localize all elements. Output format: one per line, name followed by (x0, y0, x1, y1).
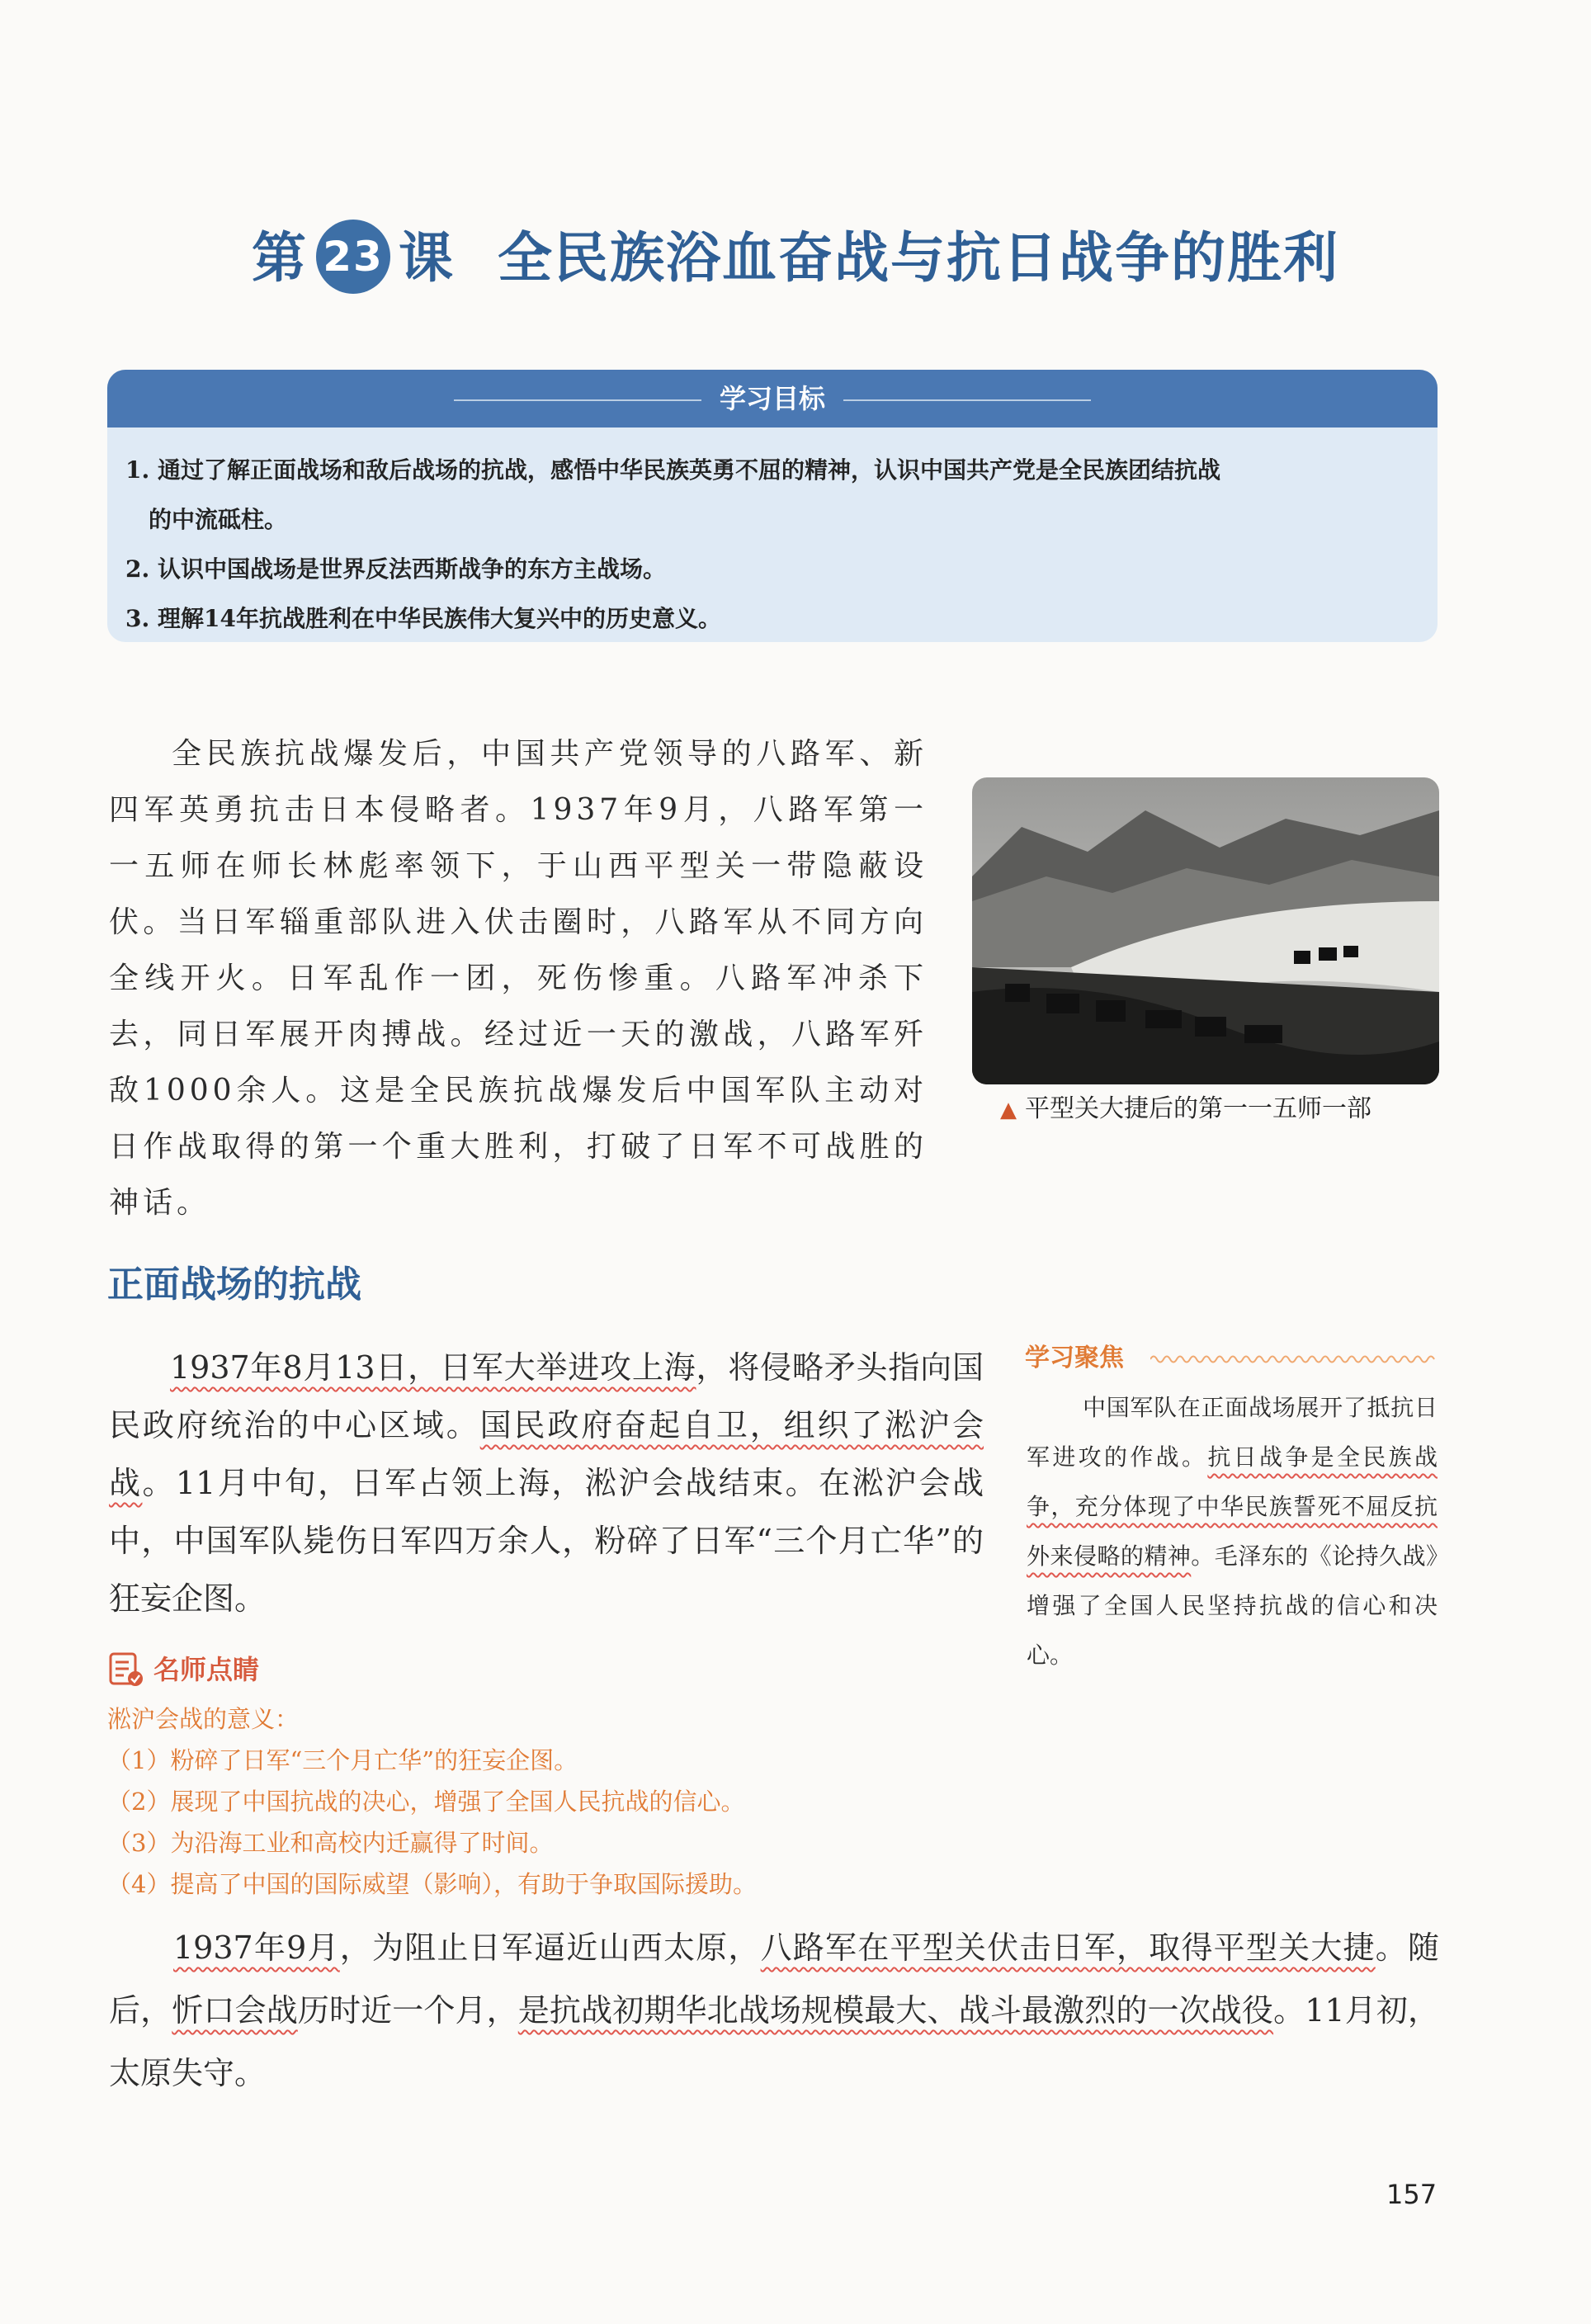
objective-item: 的中流砥柱。 (149, 506, 288, 533)
underlined-text: 忻口会战 (172, 1992, 298, 2029)
learning-objectives-box (107, 370, 1438, 642)
intro-paragraph: 全民族抗战爆发后，中国共产党领导的八路军、新四军英勇抗击日本侵略者。1937年9月，八路军第一一五师在师长林彪率领下，于山西平型关一带隐蔽设伏。当日军辎重部队进入伏击圈时，八路军从不同方向全线开火。日军乱作一团，死伤惨重。八路军冲杀下去，同日军展开肉搏战。经过近一天的激战，八路军歼敌1000余人。这是全民族抗战爆发后中国军队主动对日作战取得的第一个重大胜利，打破了日军不可战胜的神话。 (109, 737, 928, 1220)
tip-line: （4）提高了中国的国际威望（影响），有助于争取国际援助。 (107, 1870, 757, 1898)
body-text: 历时近一个月， (297, 1992, 518, 2029)
objective-item: 2. 认识中国战场是世界反法西斯战争的东方主战场。 (125, 555, 666, 583)
focus-text: 。毛泽东的《论持久战》增强了全国人民坚持抗战的信心和决心。 (1027, 1542, 1438, 1669)
underlined-text: 1937年8月13日，日军大举进攻上海 (170, 1349, 696, 1386)
body-text: 。随后， (109, 1930, 1439, 2029)
tip-line: （2）展现了中国抗战的决心，增强了全国人民抗战的信心。 (107, 1788, 745, 1816)
lesson-title (0, 213, 1591, 304)
lesson-number-badge: 23 (316, 220, 390, 294)
focus-text: 中国军队在正面战场展开了抵抗日军进攻的作战。 (1027, 1394, 1438, 1471)
title-prefix: 第 (252, 226, 308, 290)
divider-right (843, 399, 1091, 401)
title-name: 全民族浴血奋战与抗日战争的胜利 (498, 226, 1339, 290)
tip-line: （1）粉碎了日军“三个月亡华”的狂妄企图。 (107, 1746, 578, 1774)
underlined-text: 1937年9月 (173, 1930, 340, 1966)
tip-line: 淞沪会战的意义： (107, 1705, 300, 1733)
objectives-list (125, 446, 1421, 642)
focus-body (1027, 1383, 1438, 1680)
objectives-heading: 学习目标 (719, 383, 825, 414)
underlined-text: 是抗战初期华北战场规模最大、战斗最激烈的一次战役 (517, 1992, 1274, 2029)
objectives-header (107, 370, 1438, 427)
tip-body (107, 1698, 757, 1905)
underlined-text: 国民政府奋起自卫，组织了淞沪会战 (109, 1407, 984, 1501)
body-text: 。11月初，太原失守。 (109, 1992, 1439, 2091)
divider-left (454, 399, 701, 401)
title-suffix: 课 (399, 226, 455, 290)
photo-illustration (972, 777, 1439, 1084)
objective-item: 1. 通过了解正面战场和敌后战场的抗战，感悟中华民族英勇不屈的精神，认识中国共产党是全民族团结抗战 (125, 456, 1220, 484)
paragraph-shanghai (109, 1339, 984, 1627)
caption-text: 平型关大捷后的第一一五师一部 (1025, 1094, 1371, 1123)
underlined-text: 抗日战争是全民族战争，充分体现了中华民族誓死不屈反抗外来侵略的精神 (1027, 1443, 1438, 1570)
section-heading: 正面战场的抗战 (107, 1264, 361, 1306)
page-number: 157 (1386, 2179, 1438, 2210)
body-text: ，将侵略矛头指向国民政府统治的中心区域。 (109, 1349, 984, 1443)
objective-item: 3. 理解14年抗战胜利在中华民族伟大复兴中的历史意义。 (125, 605, 721, 632)
tip-line: （3）为沿海工业和高校内迁赢得了时间。 (107, 1829, 554, 1857)
photo-caption (1000, 1088, 1371, 1124)
tip-heading: 名师点睛 (153, 1654, 260, 1685)
paragraph-pingxingguan (109, 1916, 1439, 2104)
focus-heading: 学习聚焦 (1025, 1344, 1124, 1372)
body-text: ，为阻止日军逼近山西太原， (339, 1930, 761, 1966)
body-text: 。11月中旬，日军占领上海，淞沪会战结束。在淞沪会战中，中国军队毙伤日军四万余人，粉碎了日军“三个月亡华”的狂妄企图。 (109, 1465, 984, 1617)
focus-dotted-line (1150, 1353, 1436, 1365)
battle-photo (972, 777, 1439, 1084)
underlined-text: 八路军在平型关伏击日军，取得平型关大捷 (760, 1930, 1376, 1966)
notes-icon (107, 1651, 145, 1689)
caption-triangle-icon: ▲ (1000, 1098, 1017, 1122)
